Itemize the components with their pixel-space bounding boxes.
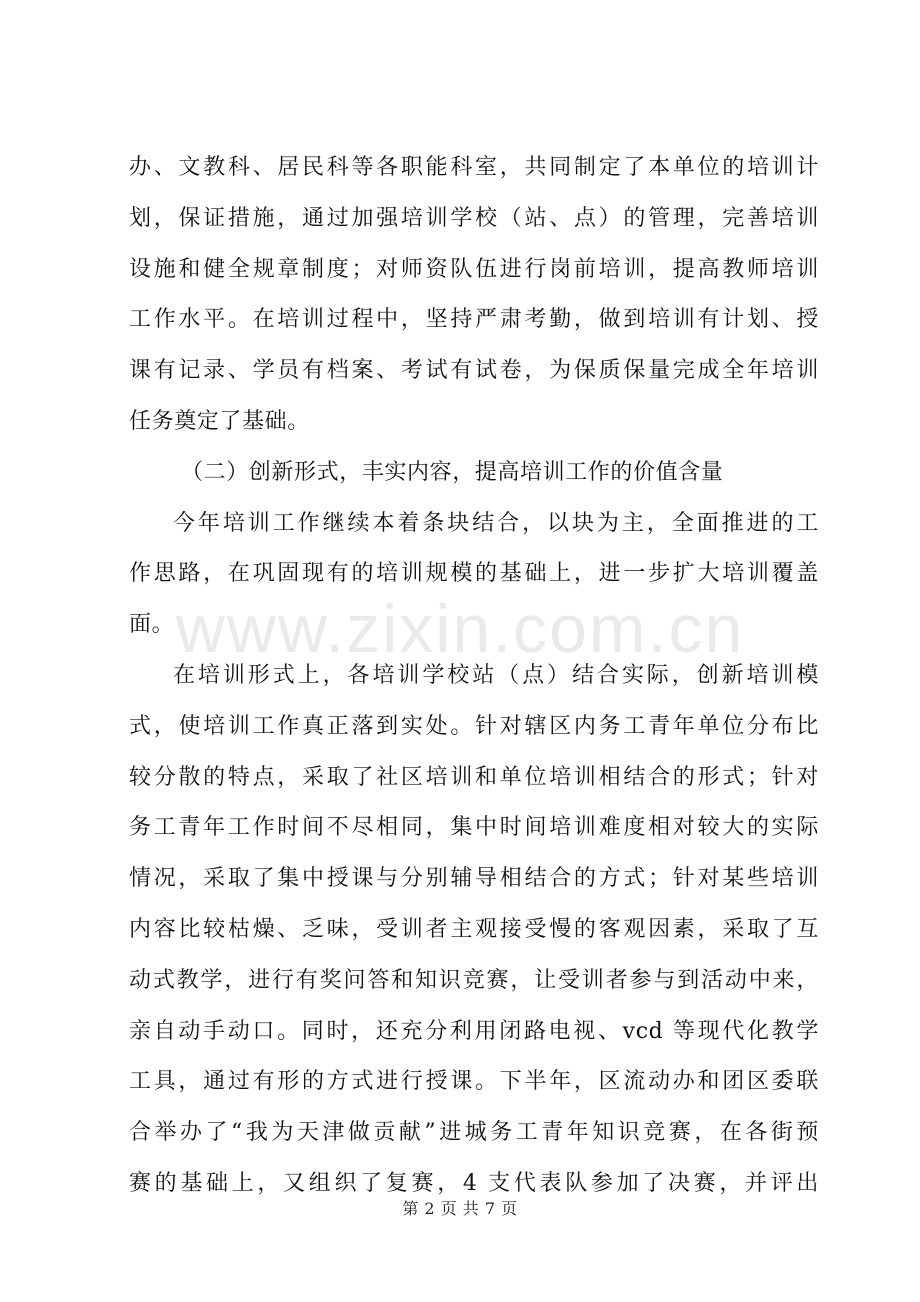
- text-line: 划，保证措施，通过加强培训学校（站、点）的管理，完善培训: [129, 205, 819, 231]
- text-line: 情况，采取了集中授课与分别辅导相结合的方式；针对某些培训: [129, 866, 819, 892]
- text-line: 亲自动手动口。同时，还充分利用闭路电视、vcd 等现代化教学: [129, 1018, 819, 1044]
- text-line: 面。: [129, 612, 175, 638]
- text-line: 作思路，在巩固现有的培训规模的基础上，进一步扩大培训覆盖: [129, 561, 819, 587]
- text-line: 较分散的特点，采取了社区培训和单位培训相结合的形式；针对: [129, 764, 819, 790]
- text-line: 内容比较枯燥、乏味，受训者主观接受慢的客观因素，采取了互: [129, 916, 819, 942]
- text-line: 工作水平。在培训过程中，坚持严肃考勤，做到培训有计划、授: [129, 307, 819, 333]
- text-line: 赛的基础上，又组织了复赛，4 支代表队参加了决赛，并评出: [129, 1170, 819, 1196]
- page-number-footer: 第 2 页 共 7 页: [402, 1199, 518, 1218]
- text-line: 合举办了“我为天津做贡献”进城务工青年知识竞赛，在各街预: [129, 1120, 819, 1146]
- section-heading: （二）创新形式，丰实内容，提高培训工作的价值含量: [181, 459, 724, 485]
- text-line: 务工青年工作时间不尽相同，集中时间培训难度相对较大的实际: [129, 815, 819, 841]
- text-line: 办、文教科、居民科等各职能科室，共同制定了本单位的培训计: [129, 155, 819, 180]
- text-line: 动式教学，进行有奖问答和知识竞赛，让受训者参与到活动中来，: [129, 967, 819, 993]
- text-line: 课有记录、学员有档案、考试有试卷，为保质保量完成全年培训: [129, 358, 819, 384]
- text-line: 今年培训工作继续本着条块结合，以块为主，全面推进的工: [173, 510, 819, 536]
- text-line: 工具，通过有形的方式进行授课。下半年，区流动办和团区委联: [129, 1069, 819, 1095]
- watermark: www.zixin.com.cn: [175, 591, 745, 667]
- text-line: 在培训形式上，各培训学校站（点）结合实际，创新培训模: [173, 662, 819, 688]
- text-line: 式，使培训工作真正落到实处。针对辖区内务工青年单位分布比: [129, 713, 819, 739]
- document-body: [129, 143, 819, 1210]
- text-line: 任务奠定了基础。: [129, 408, 310, 434]
- text-line: 设施和健全规章制度；对师资队伍进行岗前培训，提高教师培训: [129, 256, 819, 282]
